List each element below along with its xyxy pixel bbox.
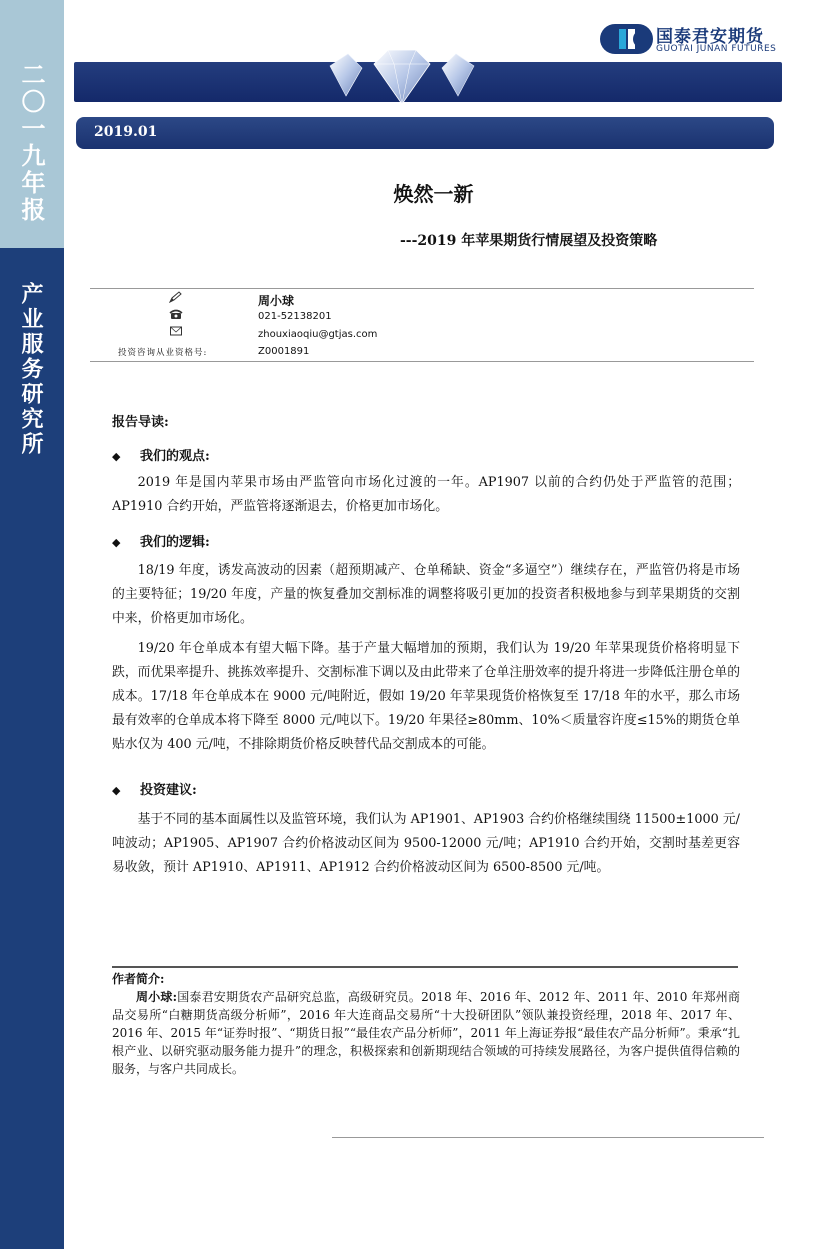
envelope-icon bbox=[168, 325, 184, 340]
intro-title: 作者简介: bbox=[112, 972, 165, 986]
section-heading-text: 我们的观点: bbox=[140, 449, 210, 464]
pencil-icon bbox=[168, 291, 184, 306]
author-box-top-rule bbox=[90, 288, 754, 289]
section-paragraph: 基于不同的基本面属性以及监管环境，我们认为 AP1901、AP1903 合约价格继续围绕 11500±1000 元/吨波动；AP1905、AP1907 合约价格波动区间为 9500-12000 元/吨；AP1910 合约开始，交割时基差更容易收敛，预计 AP1910、AP1911、AP1912 合约价格波动区间为 6500-8500 元/吨。 bbox=[112, 812, 740, 875]
intro-name-lead: 周小球: bbox=[136, 990, 178, 1004]
diamond-bullet-icon: ◆ bbox=[112, 536, 121, 549]
section-paragraph: 19/20 年仓单成本有望大幅下降。基于产量大幅增加的预期，我们认为 19/20 年苹果现货价格将明显下跌，而优果率提升、挑拣效率提升、交割标准下调以及由此带来了仓单注册效率的提升将进一步降低注册仓单的成本。17/18 年仓单成本在 9000 元/吨附近，假如 19/20 年苹果现货价格恢复至 17/18 年的水平，那么市场最有效率的仓单成本将下降至 8000 元/吨以下。19/20 年果径≥80mm、10%＜质量容许度≤15%的期货仓单贴水仅为 400 元/吨，不排除期货价格反映替代品交割成本的可能。 bbox=[112, 641, 740, 752]
date-bar bbox=[76, 117, 774, 149]
section-heading-view bbox=[112, 445, 210, 464]
author-cert-number: Z0001891 bbox=[258, 346, 310, 357]
diamond-bullet-icon: ◆ bbox=[112, 784, 121, 797]
intro-paragraph bbox=[112, 988, 740, 1078]
section-heading-text: 投资建议: bbox=[140, 783, 197, 798]
author-email[interactable]: zhouxiaoqiu@gtjas.com bbox=[258, 329, 378, 340]
company-logo-icon bbox=[598, 22, 654, 56]
section-paragraph: 18/19 年度，诱发高波动的因素（超预期减产、仓单稀缺、资金“多逼空”）继续存在，严监管仍将是市场的主要特征；19/20 年度，产量的恢复叠加交割标准的调整将吸引更加的投资者积极地参与到苹果期货的交割中来，价格更加市场化。 bbox=[112, 563, 740, 626]
footer-rule bbox=[332, 1137, 764, 1138]
cert-label: 投资咨询从业资格号: bbox=[118, 348, 208, 358]
section-heading-text: 我们的逻辑: bbox=[140, 535, 210, 550]
intro-top-rule bbox=[112, 966, 738, 968]
author-box-bottom-rule bbox=[90, 361, 754, 362]
report-date: 2019.01 bbox=[94, 124, 158, 140]
report-title: 焕然一新 bbox=[393, 182, 474, 206]
report-subtitle: ---2019 年苹果期货行情展望及投资策略 bbox=[400, 233, 658, 249]
intro-text: 国泰君安期货农产品研究总监，高级研究员。2018 年、2016 年、2012 年、2011 年、2010 年郑州商品交易所“白糖期货高级分析师”，2016 年大连商品交易所“十大投研团队”领队兼投资经理，2018 年、2017 年、2016 年、2015 年“证券时报”、“期货日报”“最佳农产品分析师”，2011 年上海证券报“最佳农产品分析师”。秉承“扎根产业、以研究驱动服务能力提升”的理念，积极探索和创新期现结合领域的可持续发展路径，为客户提供值得信赖的服务，与客户共同成长。 bbox=[112, 990, 740, 1076]
diamond-decoration-icon bbox=[322, 46, 482, 108]
section-paragraph: 2019 年是国内苹果市场由严监管向市场化过渡的一年。AP1907 以前的合约仍处于严监管的范围；AP1910 合约开始，严监管将逐渐退去，价格更加市场化。 bbox=[112, 475, 740, 514]
company-name-cn: 国泰君安期货 bbox=[656, 27, 764, 47]
author-phone: 021-52138201 bbox=[258, 311, 332, 322]
author-name: 周小球 bbox=[258, 294, 295, 308]
sidebar-year-label: 二〇一九年报 bbox=[17, 62, 46, 224]
guide-title: 报告导读: bbox=[112, 415, 169, 430]
section-heading-logic bbox=[112, 531, 210, 550]
section-heading-advice bbox=[112, 779, 197, 798]
phone-icon bbox=[168, 308, 184, 323]
sidebar-institute-label: 产业服务研究所 bbox=[18, 282, 44, 457]
diamond-bullet-icon: ◆ bbox=[112, 450, 121, 463]
company-name-en: GUOTAI JUNAN FUTURES bbox=[656, 44, 777, 54]
